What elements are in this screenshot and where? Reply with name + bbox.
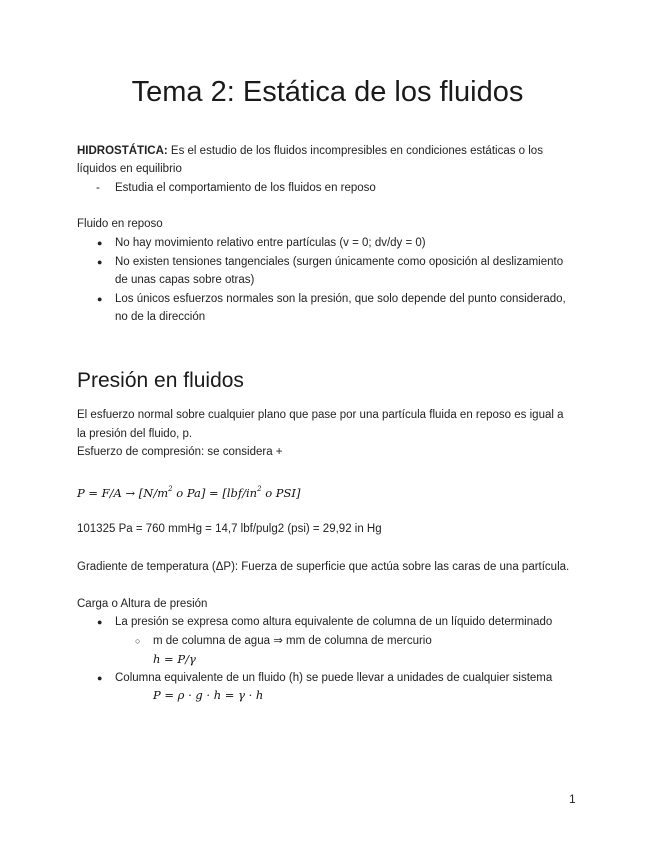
pressure-formula: $P = F/A \to [N/m^2$ o $Pa] = [lbf/in^2$ o PSI] — [77, 485, 301, 500]
page-title: Tema 2: Estática de los fluidos — [131, 76, 524, 108]
list-item: Columna equivalente de un fluido (h) se puede llevar a unidades de cualquier sistema — [115, 672, 553, 684]
intro-text: Es el estudio de los fluidos incompresibles en condiciones estáticas o los — [167, 145, 543, 157]
intro-term: HIDROSTÁTICA: — [77, 145, 168, 157]
paragraph-line: la presión del fluido, p. — [77, 428, 193, 440]
bullet-icon: ● — [97, 257, 103, 267]
conversion-line: 101325 Pa = 760 mmHg = 14,7 lbf/pulg2 (psi) = 29,92 in Hg — [77, 523, 382, 535]
dash-item: Estudia el comportamiento de los fluidos en reposo — [115, 182, 376, 194]
page-number: 1 — [569, 792, 576, 806]
list-item-cont: de unas capas sobre otras) — [115, 274, 255, 286]
dash-marker: - — [96, 182, 100, 194]
paragraph-line: Esfuerzo de compresión: se considera + — [77, 446, 283, 458]
intro-line-1 — [77, 142, 543, 160]
fluido-heading: Fluido en reposo — [77, 218, 163, 230]
carga-heading: Carga o Altura de presión — [77, 598, 208, 610]
bullet-icon: ● — [97, 617, 103, 627]
circle-bullet-icon: ○ — [135, 636, 141, 646]
gradiente-line: Gradiente de temperatura (ΔP): Fuerza de superficie que actúa sobre las caras de una partícula. — [77, 561, 570, 573]
list-item-cont: no de la dirección — [115, 311, 206, 323]
height-formula: h = P/γ — [153, 652, 196, 666]
sub-list-item: m de columna de agua ⇒ mm de columna de mercurio — [153, 635, 432, 647]
section-heading: Presión en fluidos — [77, 369, 244, 392]
bullet-icon: ● — [97, 294, 103, 304]
paragraph-line: El esfuerzo normal sobre cualquier plano que pase por una partícula fluida en reposo es igual a — [77, 409, 564, 421]
list-item: La presión se expresa como altura equivalente de columna de un líquido determinado — [115, 616, 553, 628]
bullet-icon: ● — [97, 673, 103, 683]
list-item: Los únicos esfuerzos normales son la presión, que solo depende del punto considerado, — [115, 293, 566, 305]
bullet-icon: ● — [97, 238, 103, 248]
list-item: No existen tensiones tangenciales (surgen únicamente como oposición al deslizamiento — [115, 256, 564, 268]
intro-line-2: líquidos en equilibrio — [77, 163, 182, 175]
list-item: No hay movimiento relativo entre partículas (v = 0; dv/dy = 0) — [115, 237, 426, 249]
pressure-height-formula: P = ρ · g · h = γ · h — [153, 688, 264, 702]
